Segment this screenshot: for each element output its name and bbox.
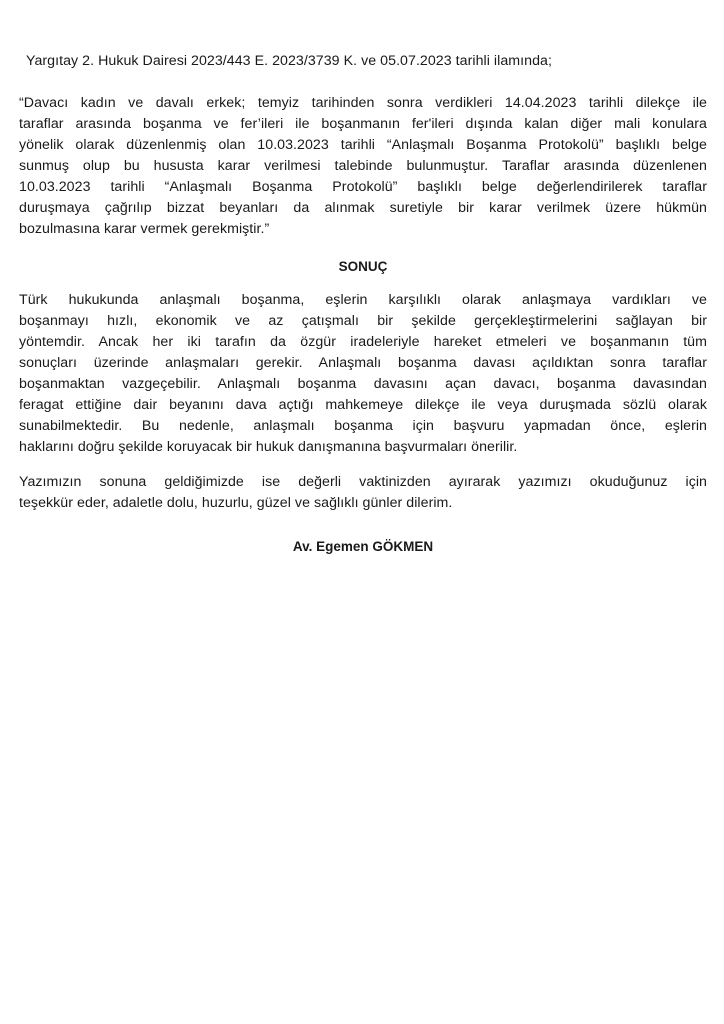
- conclusion-line: Türk hukukunda anlaşmalı boşanma, eşlerin karşılıklı olarak anlaşmaya vardıkları ve: [19, 292, 707, 308]
- quote-line: sunmuş olup bu hususta karar verilmesi talebinde bulunmuştur. Taraflar arasında düzenlenen: [19, 158, 707, 174]
- intro-line: Yargıtay 2. Hukuk Dairesi 2023/443 E. 2023/3739 K. ve 05.07.2023 tarihli ilamında;: [26, 53, 552, 69]
- conclusion-line: haklarını doğru şekilde koruyacak bir hukuk danışmanına başvurmaları önerilir.: [19, 439, 518, 455]
- quote-line: taraflar arasında boşanma ve fer’ileri ile boşanmanın fer'ileri dışında kalan diğer mali konulara: [19, 116, 707, 132]
- conclusion-line: sunabilmektedir. Bu nedenle, anlaşmalı boşanma için başvuru yapmadan önce, eşlerin: [19, 418, 707, 434]
- intro-paragraph: [19, 51, 707, 72]
- quote-line: “Davacı kadın ve davalı erkek; temyiz tarihinden sonra verdikleri 14.04.2023 tarihli dilekçe ile: [19, 95, 707, 111]
- author-signature: Av. Egemen GÖKMEN: [292, 539, 434, 554]
- section-heading: SONUÇ: [338, 259, 388, 274]
- closing-paragraph: [19, 472, 707, 514]
- conclusion-line: yöntemdir. Ancak her iki tarafın da özgür iradeleriyle hareket etmeleri ve boşanmanın tüm: [19, 334, 707, 350]
- conclusion-paragraph: [19, 290, 707, 458]
- closing-line: teşekkür eder, adaletle dolu, huzurlu, güzel ve sağlıklı günler dilerim.: [19, 495, 453, 511]
- quote-line: yönelik olarak düzenlenmiş olan 10.03.2023 tarihli “Anlaşmalı Boşanma Protokolü” başlıklı belge: [19, 137, 707, 153]
- court-decision-quote: [19, 93, 707, 240]
- conclusion-line: feragat ettiğine dair beyanını dava açtığı mahkemeye dilekçe ile veya duruşmada sözlü olarak: [19, 397, 707, 413]
- quote-line: duruşmaya çağrılıp bizzat beyanları da alınmak suretiyle bir karar verilmek üzere hükmün: [19, 200, 707, 216]
- conclusion-line: sonuçları üzerinde anlaşmaları gerekir. Anlaşmalı boşanma davası açıldıktan sonra taraflar: [19, 355, 707, 371]
- conclusion-line: boşanmaktan vazgeçebilir. Anlaşmalı boşanma davasını açan davacı, boşanma davasından: [19, 376, 707, 392]
- conclusion-line: boşanmayı hızlı, ekonomik ve az çatışmalı bir şekilde gerçekleştirmelerini sağlayan bir: [19, 313, 707, 329]
- quote-line: bozulmasına karar vermek gerekmiştir.”: [19, 221, 270, 237]
- closing-line: Yazımızın sonuna geldiğimizde ise değerli vaktinizden ayırarak yazımızı okuduğunuz için: [19, 474, 707, 490]
- quote-line: 10.03.2023 tarihli “Anlaşmalı Boşanma Protokolü” başlıklı belge değerlendirilerek taraflar: [19, 179, 707, 195]
